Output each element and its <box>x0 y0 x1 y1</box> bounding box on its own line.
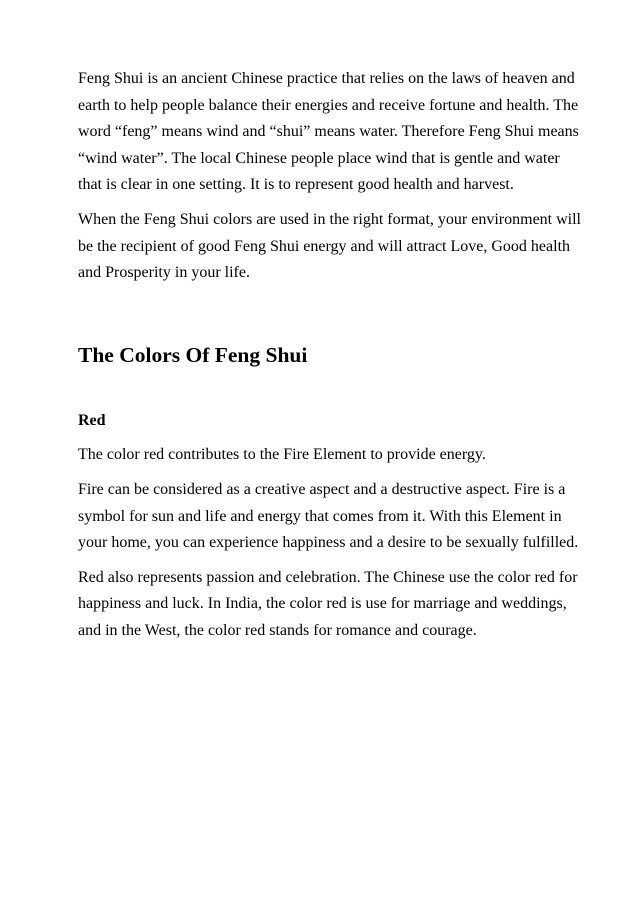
intro-paragraph: When the Feng Shui colors are used in the right format, your environment will be the recipient of good Feng Shui energy and will attract Love, Good health and Prosperity in your life. <box>78 210 581 282</box>
red-paragraph: The color red contributes to the Fire Element to provide energy. <box>78 446 486 464</box>
subsection-heading: Red <box>78 411 106 429</box>
intro-paragraph: Feng Shui is an ancient Chinese practice that relies on the laws of heaven and earth to help people balance their energies and receive fortune and health. The word “feng” means wind and “shui” means water. Therefore Feng Shui means “wind water”. The local Chinese people place wind that is gentle and water that is clear in one setting. It is to represent good health and harvest. <box>78 70 579 194</box>
section-heading: The Colors Of Feng Shui <box>78 342 308 367</box>
document-page <box>78 66 583 645</box>
red-paragraph: Fire can be considered as a creative aspect and a destructive aspect. Fire is a symbol for sun and life and energy that comes from it. With this Element in your home, you can experience happiness and a desire to be sexually fulfilled. <box>78 480 579 552</box>
red-paragraph: Red also represents passion and celebration. The Chinese use the color red for happiness and luck. In India, the color red is use for marriage and weddings, and in the West, the color red stands for romance and courage. <box>78 568 578 639</box>
